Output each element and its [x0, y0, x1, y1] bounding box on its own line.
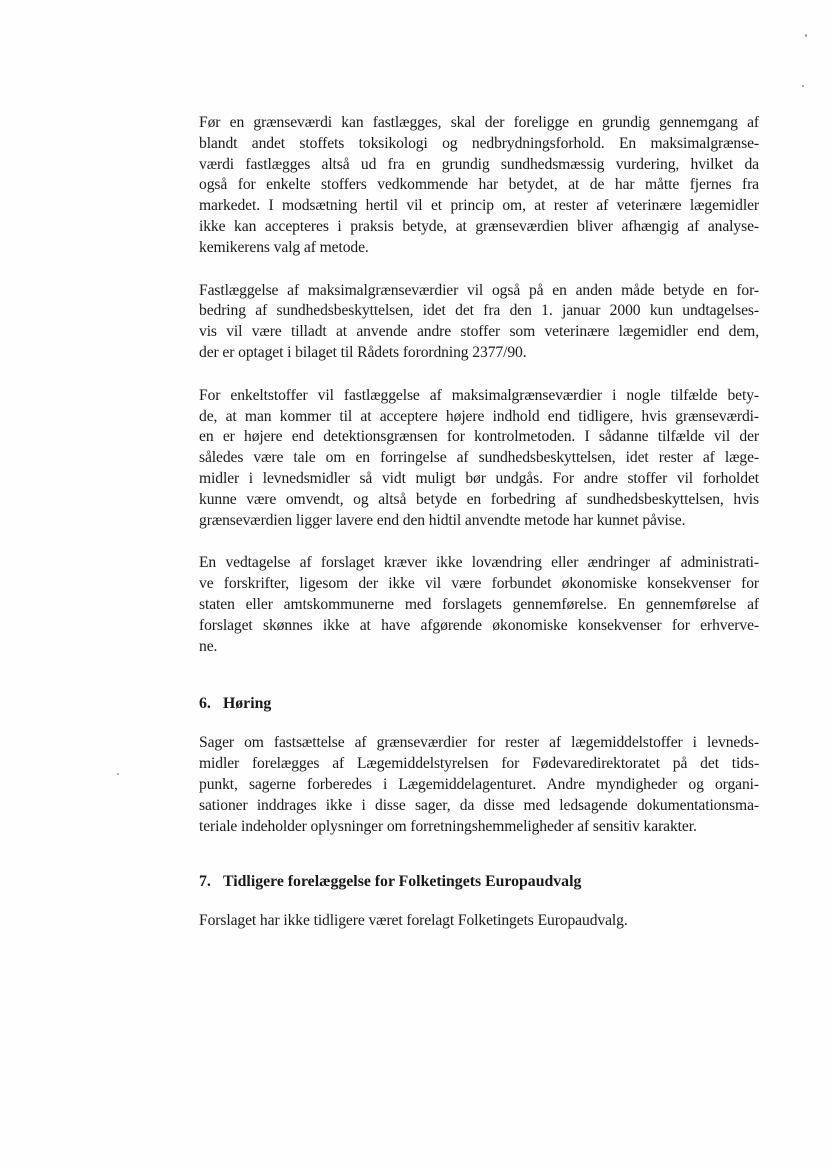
text-line: teriale indeholder oplysninger om forretningshemmeligheder af sensitiv karakter.: [199, 817, 697, 835]
scan-speck: [802, 85, 804, 87]
text-line: For enkeltstoffer vil fastlæggelse af maksimalgrænseværdier i nogle tilfælde bety-: [199, 386, 759, 404]
section-heading: [199, 694, 759, 714]
section-title: Tidligere forelæggelse for Folketingets Europaudvalg: [223, 873, 582, 891]
text-line: forslaget skønnes ikke at have afgørende økonomiske konsekvenser for erhverve-: [199, 616, 759, 634]
section-heading: [199, 872, 759, 892]
text-line: ve forskrifter, ligesom der ikke vil være forbundet økonomiske konsekvenser for: [199, 575, 759, 593]
paragraph: [199, 553, 759, 657]
text-line: midler forelægges af Lægemiddelstyrelsen for Fødevaredirektoratet på det tids-: [199, 755, 759, 773]
paragraph: [199, 281, 759, 364]
text-line: vis vil være tilladt at anvende andre stoffer som veterinære lægemidler end dem,: [199, 323, 759, 341]
text-line: kunne være omvendt, og altså betyde en forbedring af sundhedsbeskyttelsen, hvis: [199, 490, 759, 508]
document-body: [199, 113, 759, 932]
text-line: En vedtagelse af forslaget kræver ikke lovændring eller ændringer af administrati-: [199, 554, 759, 572]
text-line: bedring af sundhedsbeskyttelsen, idet det fra den 1. januar 2000 kun undtagelses-: [199, 302, 759, 320]
text-line: grænseværdien ligger lavere end den hidtil anvendte metode har kunnet påvise.: [199, 511, 686, 529]
paragraph: [199, 113, 759, 259]
text-line: der er optaget i bilaget til Rådets forordning 2377/90.: [199, 343, 527, 361]
paragraph: [199, 386, 759, 532]
scan-speck: [117, 773, 119, 775]
text-line: også for enkelte stoffers vedkommende har betydet, at de har måtte fjernes fra: [199, 176, 759, 194]
text-line: midler i levnedsmidler så vidt muligt bør undgås. For andre stoffer vil forholdet: [199, 469, 759, 487]
text-line: således være tale om en forringelse af sundhedsbeskyttelsen, idet rester af læge-: [199, 449, 759, 467]
section-title: Høring: [223, 695, 272, 713]
text-line: ikke kan accepteres i praksis betyde, at grænseværdien bliver afhængig af analyse-: [199, 217, 759, 235]
section-number: 7.: [199, 873, 211, 891]
text-line: kemikerens valg af metode.: [199, 238, 369, 256]
text-line: ne.: [199, 637, 218, 655]
text-line: de, at man kommer til at acceptere højere indhold end tidligere, hvis grænseværdi-: [199, 407, 759, 425]
text-line: en er højere end detektionsgrænsen for kontrolmetoden. I sådanne tilfælde vil der: [199, 428, 759, 446]
paragraph: [199, 733, 759, 837]
text-line: Sager om fastsættelse af grænseværdier for rester af lægemiddelstoffer i levneds-: [199, 734, 759, 752]
text-line: Forslaget har ikke tidligere været forelagt Folketingets Europaudvalg.: [199, 912, 628, 930]
text-line: Før en grænseværdi kan fastlægges, skal der foreligge en grundig gennemgang af: [199, 114, 759, 131]
text-line: Fastlæggelse af maksimalgrænseværdier vil også på en anden måde betyde en for-: [199, 281, 759, 299]
text-line: blandt andet stoffets toksikologi og nedbrydningsforhold. En maksimalgrænse-: [199, 134, 759, 152]
text-line: markedet. I modsætning hertil vil et princip om, at rester af veterinære lægemidler: [199, 197, 759, 215]
section-number: 6.: [199, 695, 211, 713]
text-line: staten eller amtskommunerne med forslagets gennemførelse. En gennemførelse af: [199, 595, 759, 613]
text-line: punkt, sagerne forberedes i Lægemiddelagenturet. Andre myndigheder og organi-: [199, 775, 759, 793]
paragraph: [199, 911, 759, 932]
text-line: sationer inddrages ikke i disse sager, da disse med ledsagende dokumentationsma-: [199, 796, 759, 814]
scan-speck: [805, 34, 807, 37]
text-line: værdi fastlægges altså ud fra en grundig sundhedsmæssig vurdering, hvilket da: [199, 155, 759, 173]
